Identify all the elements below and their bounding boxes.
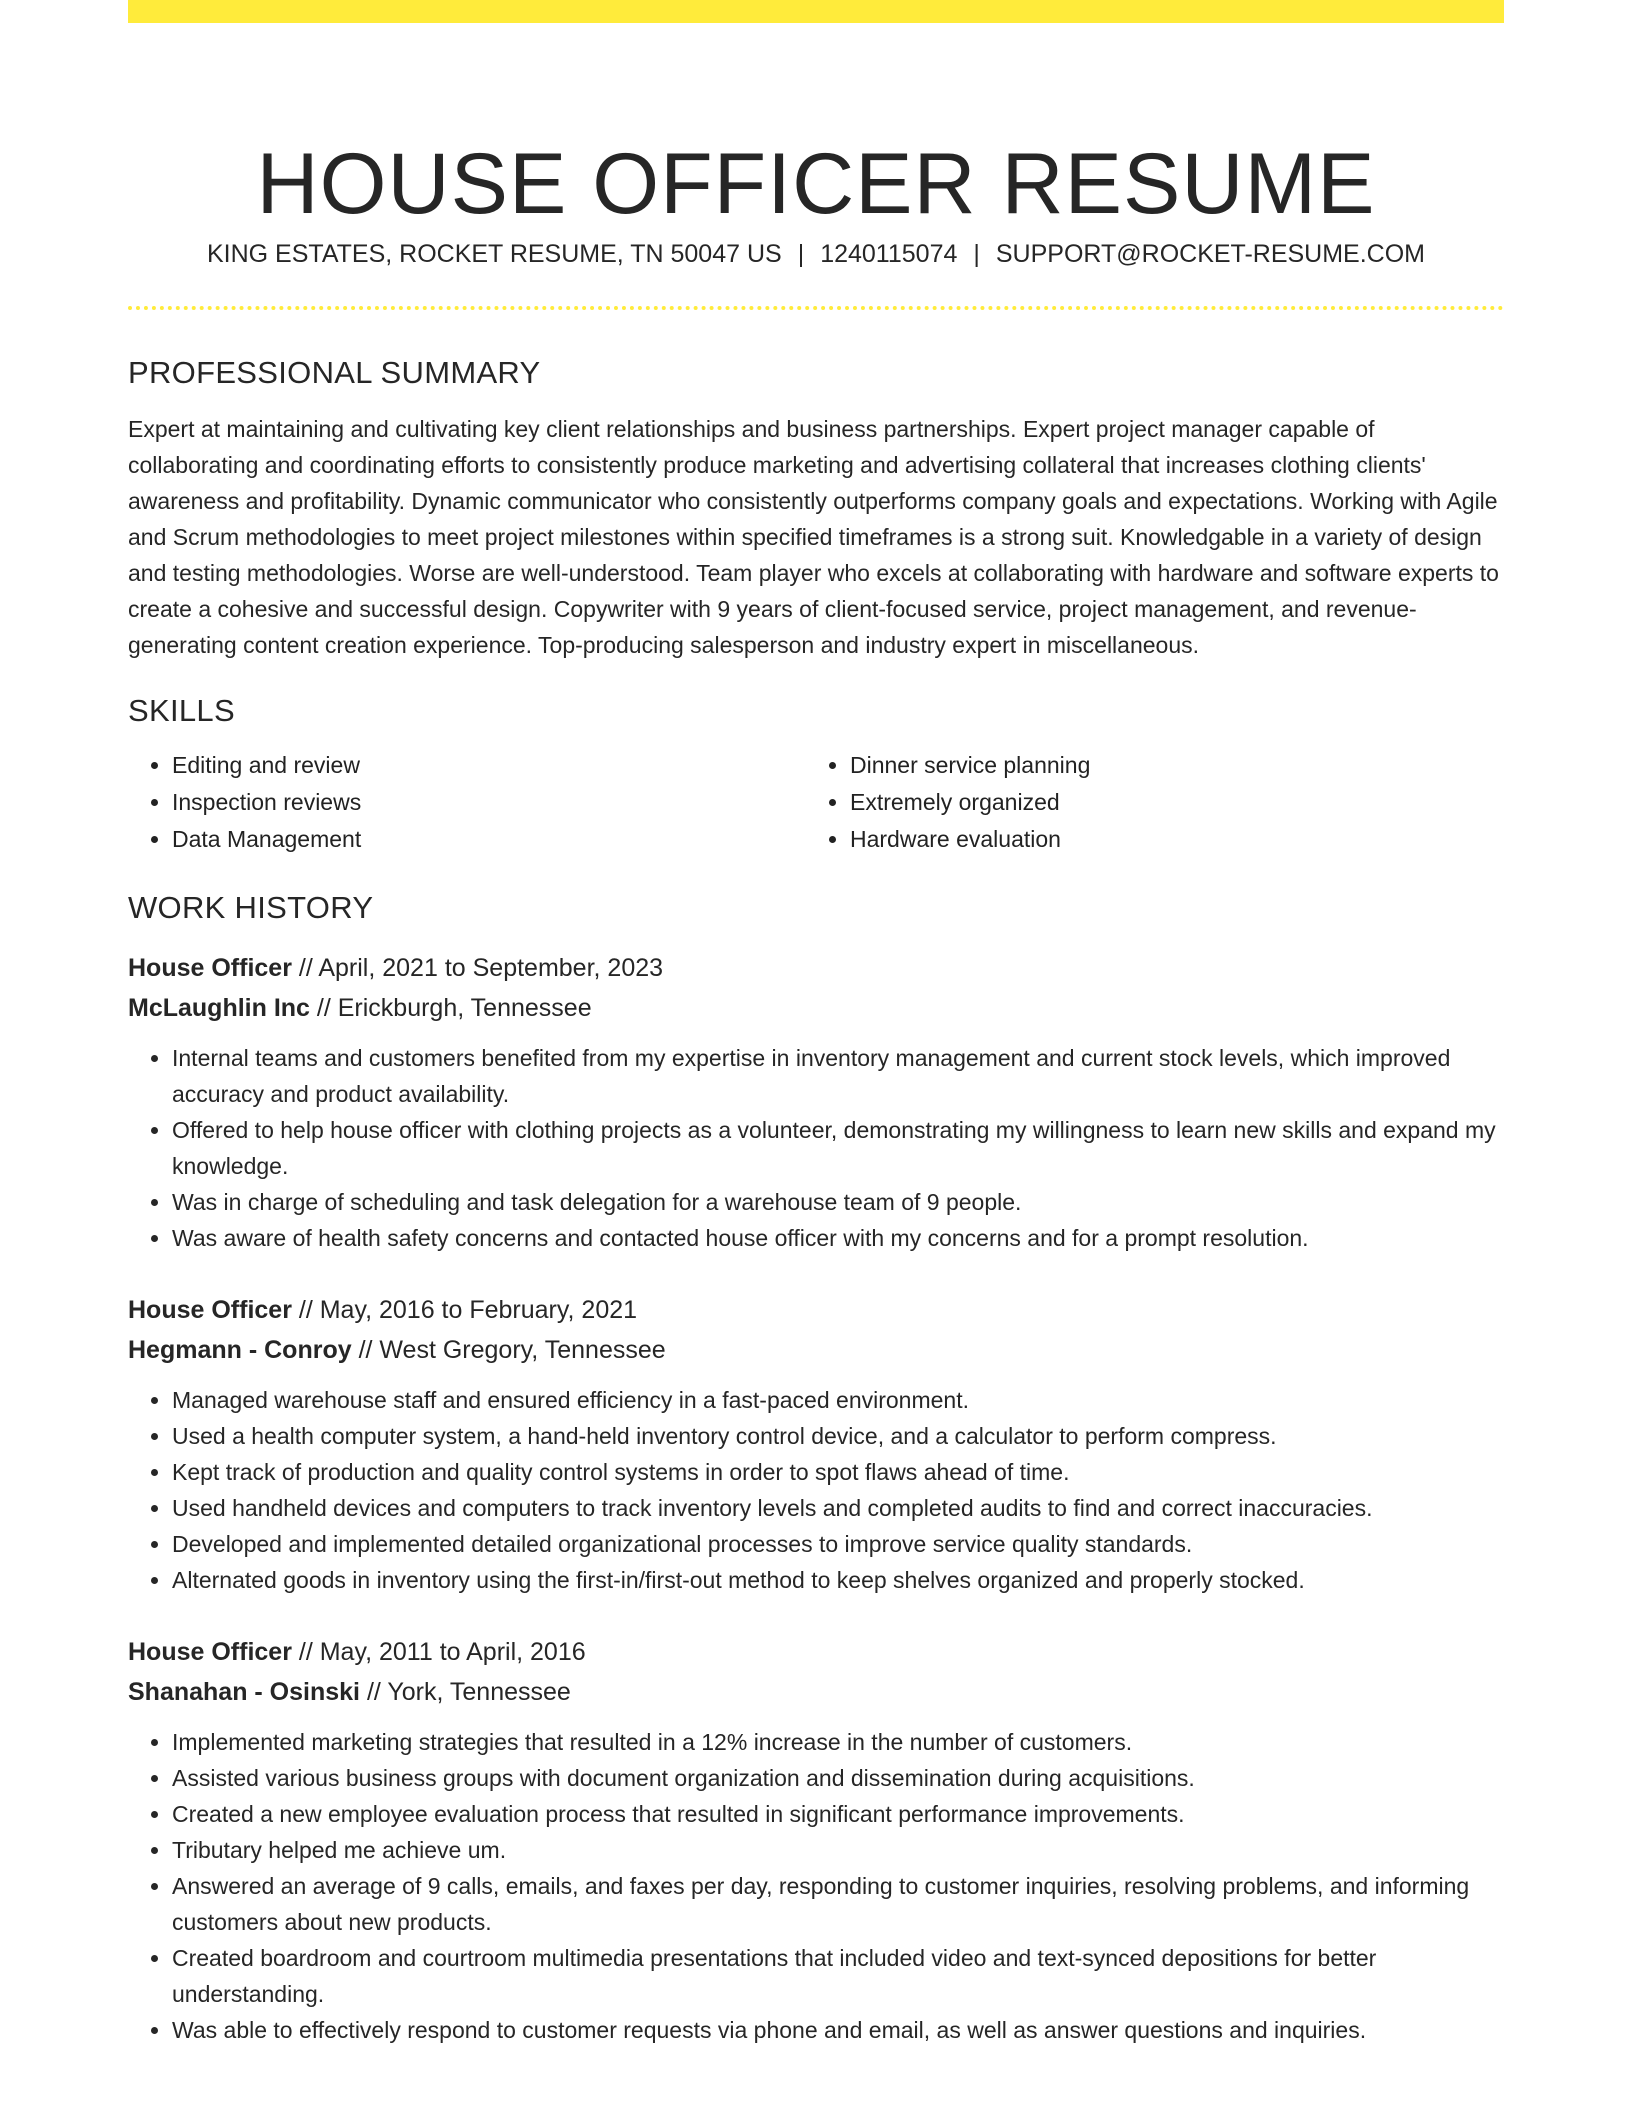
job-bullets: [128, 1382, 1504, 1598]
skills-heading: SKILLS: [128, 693, 235, 728]
skill-item: • Data Management: [172, 821, 806, 858]
job-bullet: • Answered an average of 9 calls, emails, and faxes per day, responding to customer inquiries, resolving problems, and informing customers about new products.: [172, 1868, 1504, 1940]
resume-page: [128, 0, 1504, 2112]
contact-email: SUPPORT@ROCKET-RESUME.COM: [995, 240, 1426, 268]
job-bullet: • Internal teams and customers benefited from my expertise in inventory management and current stock levels, which improved accuracy and product availability.: [172, 1040, 1504, 1112]
job-bullet: • Managed warehouse staff and ensured efficiency in a fast-paced environment.: [172, 1382, 1504, 1418]
job-company-line: [128, 1330, 1504, 1370]
job-company-line: [128, 1672, 1504, 1712]
summary-text: Expert at maintaining and cultivating key client relationships and business partnerships. Expert project manager capable of collaborating and coordinating efforts to consistently produce marketing and advertising collateral that increases clothing clients' awareness and profitability. Dynamic communicator who consistently outperforms company goals and expectations. Working with Agile and Scrum methodologies to meet project milestones within specified timeframes is a strong suit. Knowledgable in a variety of design and testing methodologies. Worse are well-understood. Team player who excels at collaborating with hardware and software experts to create a cohesive and successful design. Copywriter with 9 years of client-focused service, project management, and revenue-generating content creation experience. Top-producing salesperson and industry expert in miscellaneous.: [128, 416, 1499, 658]
job-company: McLaughlin Inc: [128, 994, 310, 1022]
job-bullet: • Alternated goods in inventory using the first-in/first-out method to keep shelves organized and properly stocked.: [172, 1562, 1504, 1598]
job-bullet: • Created a new employee evaluation process that resulted in significant performance improvements.: [172, 1796, 1504, 1832]
job-entry: [128, 948, 1504, 1256]
job-company-line: [128, 988, 1504, 1028]
job-bullet: • Was in charge of scheduling and task delegation for a warehouse team of 9 people.: [172, 1184, 1504, 1220]
skill-item: • Inspection reviews: [172, 784, 806, 821]
contact-separator: |: [797, 240, 805, 268]
job-title: House Officer: [128, 954, 292, 982]
job-bullet: • Kept track of production and quality control systems in order to spot flaws ahead of time.: [172, 1454, 1504, 1490]
job-title-line: [128, 948, 1504, 988]
job-bullet: • Offered to help house officer with clothing projects as a volunteer, demonstrating my willingness to learn new skills and expand my knowledge.: [172, 1112, 1504, 1184]
job-location: // Erickburgh, Tennessee: [316, 994, 592, 1022]
job-bullet: • Developed and implemented detailed organizational processes to improve service quality standards.: [172, 1526, 1504, 1562]
contact-line: [128, 236, 1504, 272]
resume-content: [128, 353, 1504, 2048]
summary-section: [128, 353, 1504, 663]
job-company: Hegmann - Conroy: [128, 1336, 352, 1364]
work-history-section: [128, 888, 1504, 2048]
job-bullet: • Used a health computer system, a hand-held inventory control device, and a calculator to perform compress.: [172, 1418, 1504, 1454]
job-location: // West Gregory, Tennessee: [358, 1336, 666, 1364]
skills-grid: [128, 747, 1504, 858]
job-entry: [128, 1632, 1504, 2048]
accent-top-bar: [128, 0, 1504, 23]
job-bullet: • Was able to effectively respond to customer requests via phone and email, as well as answer questions and inquiries.: [172, 2012, 1504, 2048]
work-history-heading: WORK HISTORY: [128, 890, 374, 925]
job-dates: // April, 2021 to September, 2023: [298, 954, 664, 982]
skills-column-right: [806, 747, 1484, 858]
skill-item: • Hardware evaluation: [850, 821, 1484, 858]
job-bullet: • Created boardroom and courtroom multimedia presentations that included video and text-synced depositions for better understanding.: [172, 1940, 1504, 2012]
skills-column-left: [128, 747, 806, 858]
job-bullet: • Implemented marketing strategies that resulted in a 12% increase in the number of customers.: [172, 1724, 1504, 1760]
job-title-line: [128, 1632, 1504, 1672]
skill-item: • Dinner service planning: [850, 747, 1484, 784]
job-title: House Officer: [128, 1638, 292, 1666]
job-dates: // May, 2011 to April, 2016: [298, 1638, 586, 1666]
resume-title: HOUSE OFFICER RESUME: [256, 135, 1376, 232]
job-bullets: [128, 1040, 1504, 1256]
job-title: House Officer: [128, 1296, 292, 1324]
header-divider: [128, 306, 1504, 310]
skill-item: • Extremely organized: [850, 784, 1484, 821]
job-dates: // May, 2016 to February, 2021: [298, 1296, 638, 1324]
contact-address: KING ESTATES, ROCKET RESUME, TN 50047 US: [206, 240, 782, 268]
contact-separator: |: [973, 240, 980, 268]
job-bullet: • Assisted various business groups with document organization and dissemination during acquisitions.: [172, 1760, 1504, 1796]
job-title-line: [128, 1290, 1504, 1330]
job-bullet: • Was aware of health safety concerns and contacted house officer with my concerns and for a prompt resolution.: [172, 1220, 1504, 1256]
skills-section: [128, 691, 1504, 858]
job-location: // York, Tennessee: [366, 1678, 571, 1706]
job-bullets: [128, 1724, 1504, 2048]
job-bullet: • Used handheld devices and computers to track inventory levels and completed audits to find and correct inaccuracies.: [172, 1490, 1504, 1526]
skill-item: • Editing and review: [172, 747, 806, 784]
job-bullet: • Tributary helped me achieve um.: [172, 1832, 1504, 1868]
job-company: Shanahan - Osinski: [128, 1678, 361, 1706]
job-entry: [128, 1290, 1504, 1598]
summary-heading: PROFESSIONAL SUMMARY: [128, 355, 541, 390]
contact-phone: 1240115074: [820, 240, 958, 268]
